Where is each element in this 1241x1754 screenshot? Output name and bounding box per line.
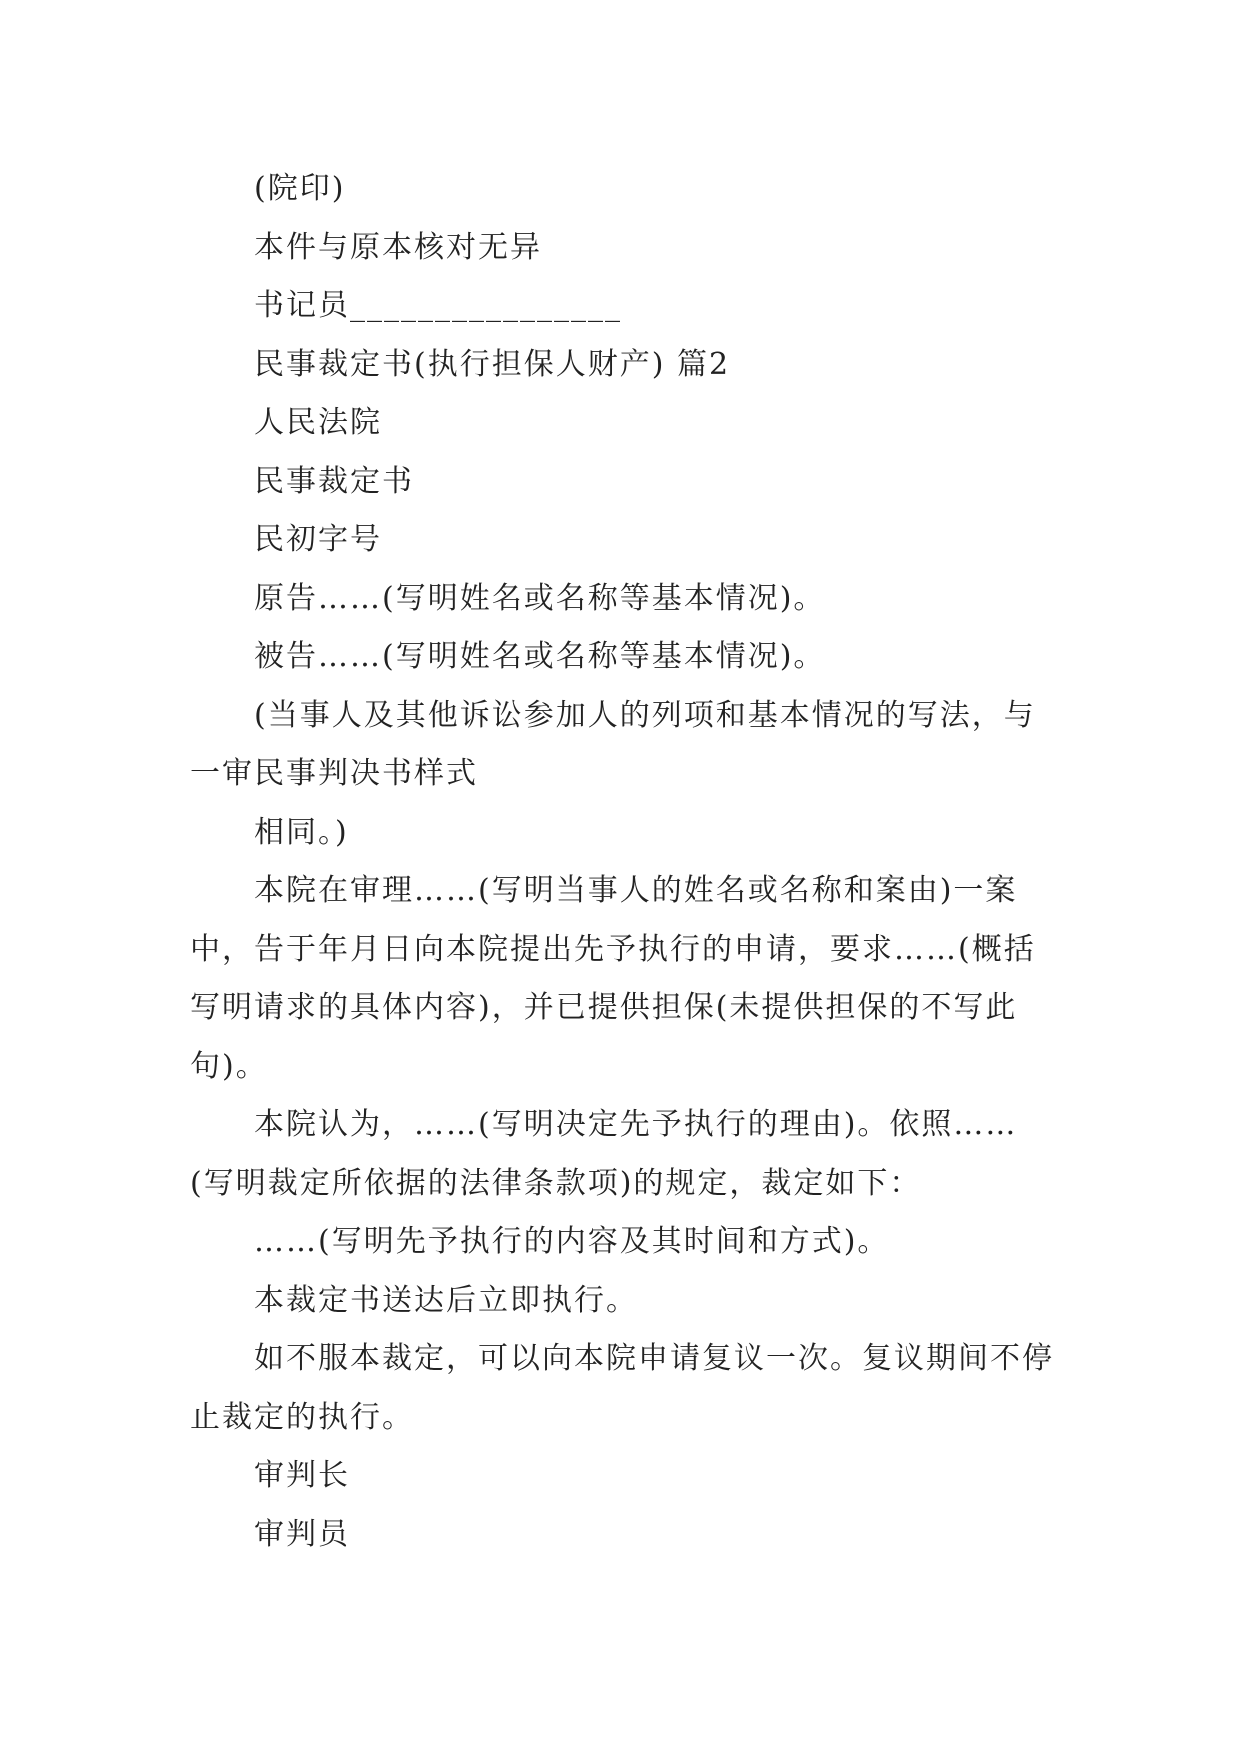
case-number: 民初字号 [254, 522, 382, 557]
appeal-note: 如不服本裁定，可以向本院申请复议一次。复议期间不停止裁定的执行。 [190, 1341, 1054, 1435]
presiding-judge: 审判长 [254, 1458, 350, 1493]
parties-note-end: 相同。) [254, 814, 349, 850]
verification-note: 本件与原本核对无异 [254, 229, 542, 265]
document-type: 民事裁定书 [254, 463, 414, 499]
enforcement-note: 本裁定书送达后立即执行。 [254, 1282, 638, 1318]
case-facts-paragraph: 本院在审理……(写明当事人的姓名或名称和案由)一案中，告于年月日向本院提出先予执行的申请，要求……(概括写明请求的具体内容)，并已提供担保(未提供担保的不写此句)。 [190, 873, 1036, 1084]
court-name: 人民法院 [254, 405, 382, 440]
document-body [190, 160, 1060, 1564]
defendant-line: 被告……(写明姓名或名称等基本情况)。 [254, 639, 826, 674]
clerk-signature-line: 书记员________________ [254, 288, 622, 323]
ruling-content: ……(写明先予执行的内容及其时间和方式)。 [254, 1224, 890, 1259]
judge: 审判员 [254, 1516, 350, 1552]
seal-note: (院印) [254, 171, 346, 206]
parties-note: (当事人及其他诉讼参加人的列项和基本情况的写法，与一审民事判决书样式 [190, 697, 1036, 791]
section-title: 民事裁定书(执行担保人财产) 篇2 [254, 346, 731, 382]
plaintiff-line: 原告……(写明姓名或名称等基本情况)。 [254, 580, 826, 616]
court-reasoning-paragraph: 本院认为，……(写明决定先予执行的理由)。依照……(写明裁定所依据的法律条款项)的规定，裁定如下： [190, 1107, 1018, 1201]
